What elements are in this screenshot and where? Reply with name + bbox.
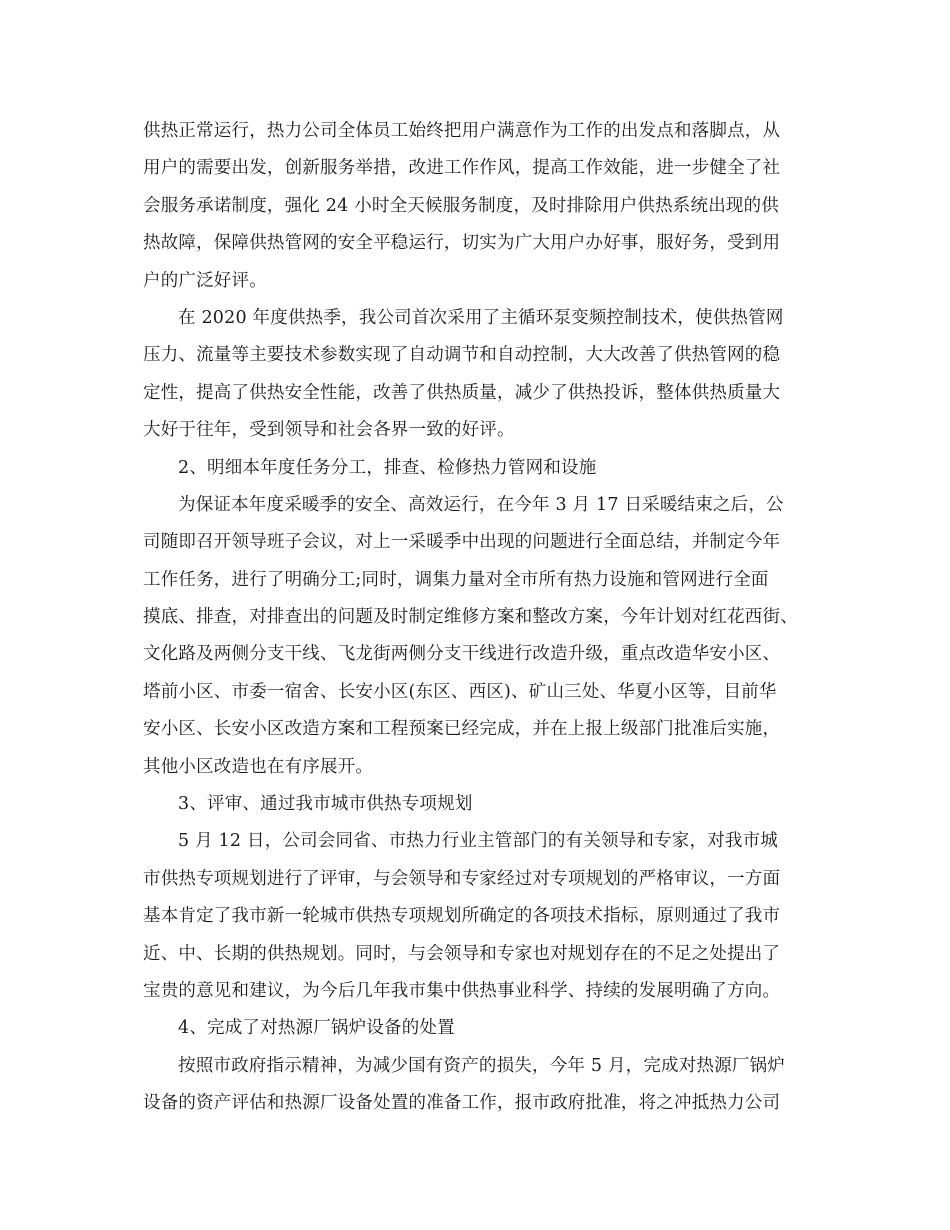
text-line: 近、中、长期的供热规划。同时，与会领导和专家也对规划存在的不足之处提出了 xyxy=(143,943,781,964)
text-line: 大好于往年，受到领导和社会各界一致的好评。 xyxy=(143,420,515,441)
text-line: 在 2020 年度供热季，我公司首次采用了主循环泵变频控制技术，使供热管网 xyxy=(178,307,784,328)
text-line: 文化路及两侧分支干线、飞龙街两侧分支干线进行改造升级，重点改造华安小区、 xyxy=(143,644,781,665)
text-line: 户的广泛好评。 xyxy=(143,270,267,291)
text-line: 定性，提高了供热安全性能，改善了供热质量，减少了供热投诉，整体供热质量大 xyxy=(143,382,781,403)
document-body xyxy=(143,113,813,1123)
paragraph-boiler-disposal xyxy=(143,1048,813,1123)
text-line: 用户的需要出发，创新服务举措，改进工作作风，提高工作效能，进一步健全了社 xyxy=(143,158,781,179)
heading-text: 4、完成了对热源厂锅炉设备的处置 xyxy=(178,1018,455,1039)
section-heading-4 xyxy=(143,1010,813,1047)
text-line: 按照市政府指示精神，为减少国有资产的损失，今年 5 月，完成对热源厂锅炉 xyxy=(178,1055,785,1076)
paragraph-service-commitment xyxy=(143,113,813,300)
text-line: 工作任务，进行了明确分工;同时，调集力量对全市所有热力设施和管网进行全面 xyxy=(143,569,769,590)
text-line: 基本肯定了我市新一轮城市供热专项规划所确定的各项技术指标，原则通过了我市 xyxy=(143,906,781,927)
heading-text: 2、明细本年度任务分工，排查、检修热力管网和设施 xyxy=(178,457,597,478)
text-line: 其他小区改造也在有序展开。 xyxy=(143,756,374,777)
text-line: 供热正常运行，热力公司全体员工始终把用户满意作为工作的出发点和落脚点，从 xyxy=(143,121,781,141)
text-line: 摸底、排查，对排查出的问题及时制定维修方案和整改方案，今年计划对红花西街、 xyxy=(143,607,798,628)
text-line: 压力、流量等主要技术参数实现了自动调节和自动控制，大大改善了供热管网的稳 xyxy=(143,345,781,366)
paragraph-planning-review xyxy=(143,823,813,1010)
text-line: 设备的资产评估和热源厂设备处置的准备工作，报市政府批准，将之冲抵热力公司 xyxy=(143,1093,781,1114)
text-line: 安小区、长安小区改造方案和工程预案已经完成，并在上报上级部门批准后实施， xyxy=(143,719,781,740)
text-line: 司随即召开领导班子会议，对上一采暖季中出现的问题进行全面总结，并制定今年 xyxy=(143,532,781,553)
paragraph-frequency-control xyxy=(143,300,813,450)
text-line: 5 月 12 日，公司会同省、市热力行业主管部门的有关领导和专家，对我市城 xyxy=(178,831,778,852)
text-line: 市供热专项规划进行了评审，与会领导和专家经过对专项规划的严格审议，一方面 xyxy=(143,868,781,889)
section-heading-2 xyxy=(143,450,813,487)
section-heading-3 xyxy=(143,786,813,823)
text-line: 会服务承诺制度，强化 24 小时全天候服务制度，及时排除用户供热系统出现的供 xyxy=(143,195,779,216)
text-line: 塔前小区、市委一宿舍、长安小区(东区、西区)、矿山三处、华夏小区等，目前华 xyxy=(143,681,777,702)
paragraph-task-division xyxy=(143,487,813,786)
text-line: 宝贵的意见和建议，为今后几年我市集中供热事业科学、持续的发展明确了方向。 xyxy=(143,980,781,1001)
text-line: 热故障，保障供热管网的安全平稳运行，切实为广大用户办好事，服好务，受到用 xyxy=(143,233,781,254)
text-line: 为保证本年度采暖季的安全、高效运行，在今年 3 月 17 日采暖结束之后，公 xyxy=(178,494,784,515)
heading-text: 3、评审、通过我市城市供热专项规划 xyxy=(178,794,473,815)
